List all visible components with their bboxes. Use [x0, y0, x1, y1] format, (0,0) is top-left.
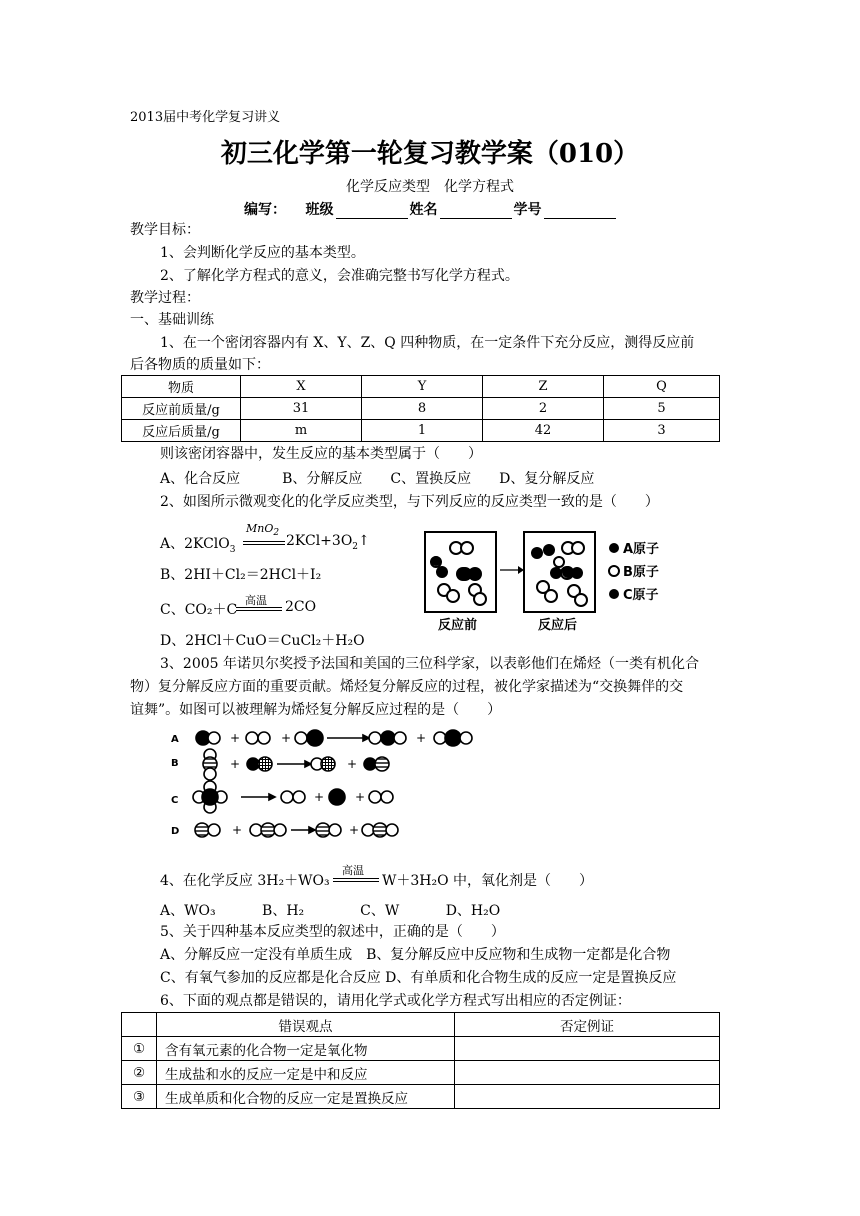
- table-cell: 31: [241, 398, 362, 420]
- table-cell: 反应前质量/g: [122, 398, 241, 420]
- legend-a: A原子: [623, 542, 660, 557]
- author-line: [244, 199, 618, 219]
- mass-table: [121, 375, 720, 442]
- table-cell: m: [241, 420, 362, 442]
- goals-heading: 教学目标：: [130, 222, 200, 238]
- q4-options: A、WO₃ B、H₂ C、W D、H₂O: [160, 903, 501, 919]
- table-row: [122, 1085, 720, 1109]
- goal-2: 2、了解化学方程式的意义，会准确完整书写化学方程式。: [160, 268, 519, 284]
- q1-stem: 则该密闭容器中，发生反应的基本类型属于（ ）: [160, 446, 482, 462]
- q5-options-ab: A、分解反应一定没有单质生成 B、复分解反应中反应物和生成物一定都是化合物: [160, 947, 671, 963]
- name-blank[interactable]: [440, 204, 512, 219]
- q2-option-c-right: 2CO: [285, 599, 317, 615]
- gas-arrow: ↑: [358, 533, 370, 549]
- svg-text:+: +: [232, 823, 243, 837]
- table-cell: 3: [604, 420, 720, 442]
- svg-text:+: +: [355, 790, 366, 804]
- q1-options: A、化合反应 B、分解反应 C、置换反应 D、复分解反应: [160, 471, 595, 487]
- counterexample-table: [121, 1012, 720, 1109]
- table-cell: 生成单质和化合物的反应一定是置换反应: [157, 1085, 455, 1109]
- option-b-label: B: [171, 758, 179, 769]
- q1-line-2: 后各物质的质量如下：: [130, 357, 270, 373]
- table-cell: 物质: [122, 376, 241, 398]
- table-cell: 5: [604, 398, 720, 420]
- author-label: 编写：: [244, 202, 286, 218]
- svg-text:+: +: [281, 731, 292, 745]
- table-row: [122, 1037, 720, 1061]
- q2-a-right: [286, 533, 370, 552]
- id-blank[interactable]: [544, 204, 616, 219]
- q2-stem: 2、如图所示微观变化的化学反应类型，与下列反应的反应类型一致的是（ ）: [160, 494, 659, 510]
- table-row: [122, 376, 720, 398]
- svg-text:+: +: [416, 731, 427, 745]
- table-cell: 8: [362, 398, 483, 420]
- page-title: 初三化学第一轮复习教学案（010）: [220, 139, 640, 169]
- equals-sign: [243, 541, 285, 545]
- before-label: 反应前: [438, 618, 478, 633]
- svg-text:+: +: [314, 790, 325, 804]
- answer-cell[interactable]: [455, 1037, 720, 1061]
- table-cell: 含有氧元素的化合物一定是氧化物: [157, 1037, 455, 1061]
- name-label: 姓名: [409, 202, 438, 218]
- micro-reaction-figure: [420, 528, 680, 636]
- legend-c: C原子: [623, 588, 659, 603]
- goal-1: 1、会判断化学反应的基本类型。: [160, 245, 365, 261]
- catalyst-label: MnO: [246, 522, 274, 535]
- svg-text:+: +: [349, 823, 360, 837]
- class-label: 班级: [305, 202, 334, 218]
- table-cell: Q: [604, 376, 720, 398]
- q2-option-d: D、2HCl＋CuO＝CuCl₂＋H₂O: [160, 633, 365, 649]
- answer-cell[interactable]: [455, 1085, 720, 1109]
- q1-line-1: 1、在一个密闭容器内有 X、Y、Z、Q 四种物质，在一定条件下充分反应，测得反应前: [160, 335, 695, 351]
- equals-sign: [333, 878, 379, 882]
- answer-cell[interactable]: [455, 1061, 720, 1085]
- q5-options-cd: C、有氧气参加的反应都是化合反应 D、有单质和化合物生成的反应一定是置换反应: [160, 970, 677, 986]
- table-row: [122, 1013, 720, 1037]
- svg-text:+: +: [230, 731, 241, 745]
- page-subtitle: 化学反应类型 化学方程式: [346, 179, 514, 195]
- table-row: [122, 420, 720, 442]
- table-row: [122, 398, 720, 420]
- q6-stem: 6、下面的观点都是错误的，请用化学式或化学方程式写出相应的否定例证：: [160, 993, 631, 1009]
- q3-line-2: 物）复分解反应方面的重要贡献。烯烃复分解反应的过程，被化学家描述为“交换舞伴的交: [130, 679, 684, 695]
- svg-text:+: +: [347, 757, 358, 771]
- table-cell: ②: [122, 1061, 157, 1085]
- option-c-label: C: [171, 795, 179, 806]
- q2-a-products: 2KCl+3O: [286, 533, 353, 549]
- after-label: 反应后: [538, 618, 578, 633]
- metathesis-options-figure: [165, 725, 485, 850]
- svg-text:+: +: [230, 757, 241, 771]
- q2-a-left: A、2KClO: [160, 536, 230, 552]
- q2-a-left-sub: 3: [229, 544, 236, 555]
- class-blank[interactable]: [336, 204, 408, 219]
- id-label: 学号: [513, 202, 542, 218]
- table-cell: 1: [362, 420, 483, 442]
- q3-line-1: 3、2005 年诺贝尔奖授予法国和美国的三位科学家，以表彰他们在烯烃（一类有机化合: [160, 656, 699, 672]
- table-cell: 否定例证: [455, 1013, 720, 1037]
- table-cell: 反应后质量/g: [122, 420, 241, 442]
- option-a-label: A: [171, 734, 179, 745]
- q2-option-c-left: C、CO₂＋C: [160, 602, 238, 618]
- section-1-heading: 一、基础训练: [130, 312, 214, 328]
- q3-line-3: 谊舞”。如图可以被理解为烯烃复分解反应过程的是（ ）: [130, 702, 502, 718]
- table-cell: Z: [483, 376, 604, 398]
- q5-stem: 5、关于四种基本反应类型的叙述中，正确的是（ ）: [160, 924, 505, 940]
- table-cell: 2: [483, 398, 604, 420]
- table-cell: X: [241, 376, 362, 398]
- q2-a-condition: [246, 522, 279, 538]
- q4-left: 4、在化学反应 3H₂＋WO₃: [160, 873, 330, 889]
- table-cell: [122, 1013, 157, 1037]
- process-heading: 教学过程：: [130, 290, 200, 306]
- q4-right: W＋3H₂O 中，氧化剂是（ ）: [382, 873, 594, 889]
- legend-b: B原子: [623, 565, 659, 580]
- option-d-label: D: [171, 826, 180, 837]
- table-row: [122, 1061, 720, 1085]
- table-cell: ③: [122, 1085, 157, 1109]
- equals-sign: [236, 607, 282, 611]
- table-cell: 生成盐和水的反应一定是中和反应: [157, 1061, 455, 1085]
- table-cell: 错误观点: [157, 1013, 455, 1037]
- doc-header: 2013届中考化学复习讲义: [130, 110, 281, 125]
- q2-option-a: [160, 533, 236, 555]
- table-cell: Y: [362, 376, 483, 398]
- q2-c-condition: 高温: [245, 594, 267, 607]
- catalyst-sub: 2: [273, 528, 280, 539]
- table-cell: ①: [122, 1037, 157, 1061]
- table-cell: 42: [483, 420, 604, 442]
- q2-option-b: B、2HI＋Cl₂＝2HCl＋I₂: [160, 567, 322, 583]
- q2-a-products-sub: 2: [352, 541, 359, 552]
- q4-condition: 高温: [342, 864, 364, 877]
